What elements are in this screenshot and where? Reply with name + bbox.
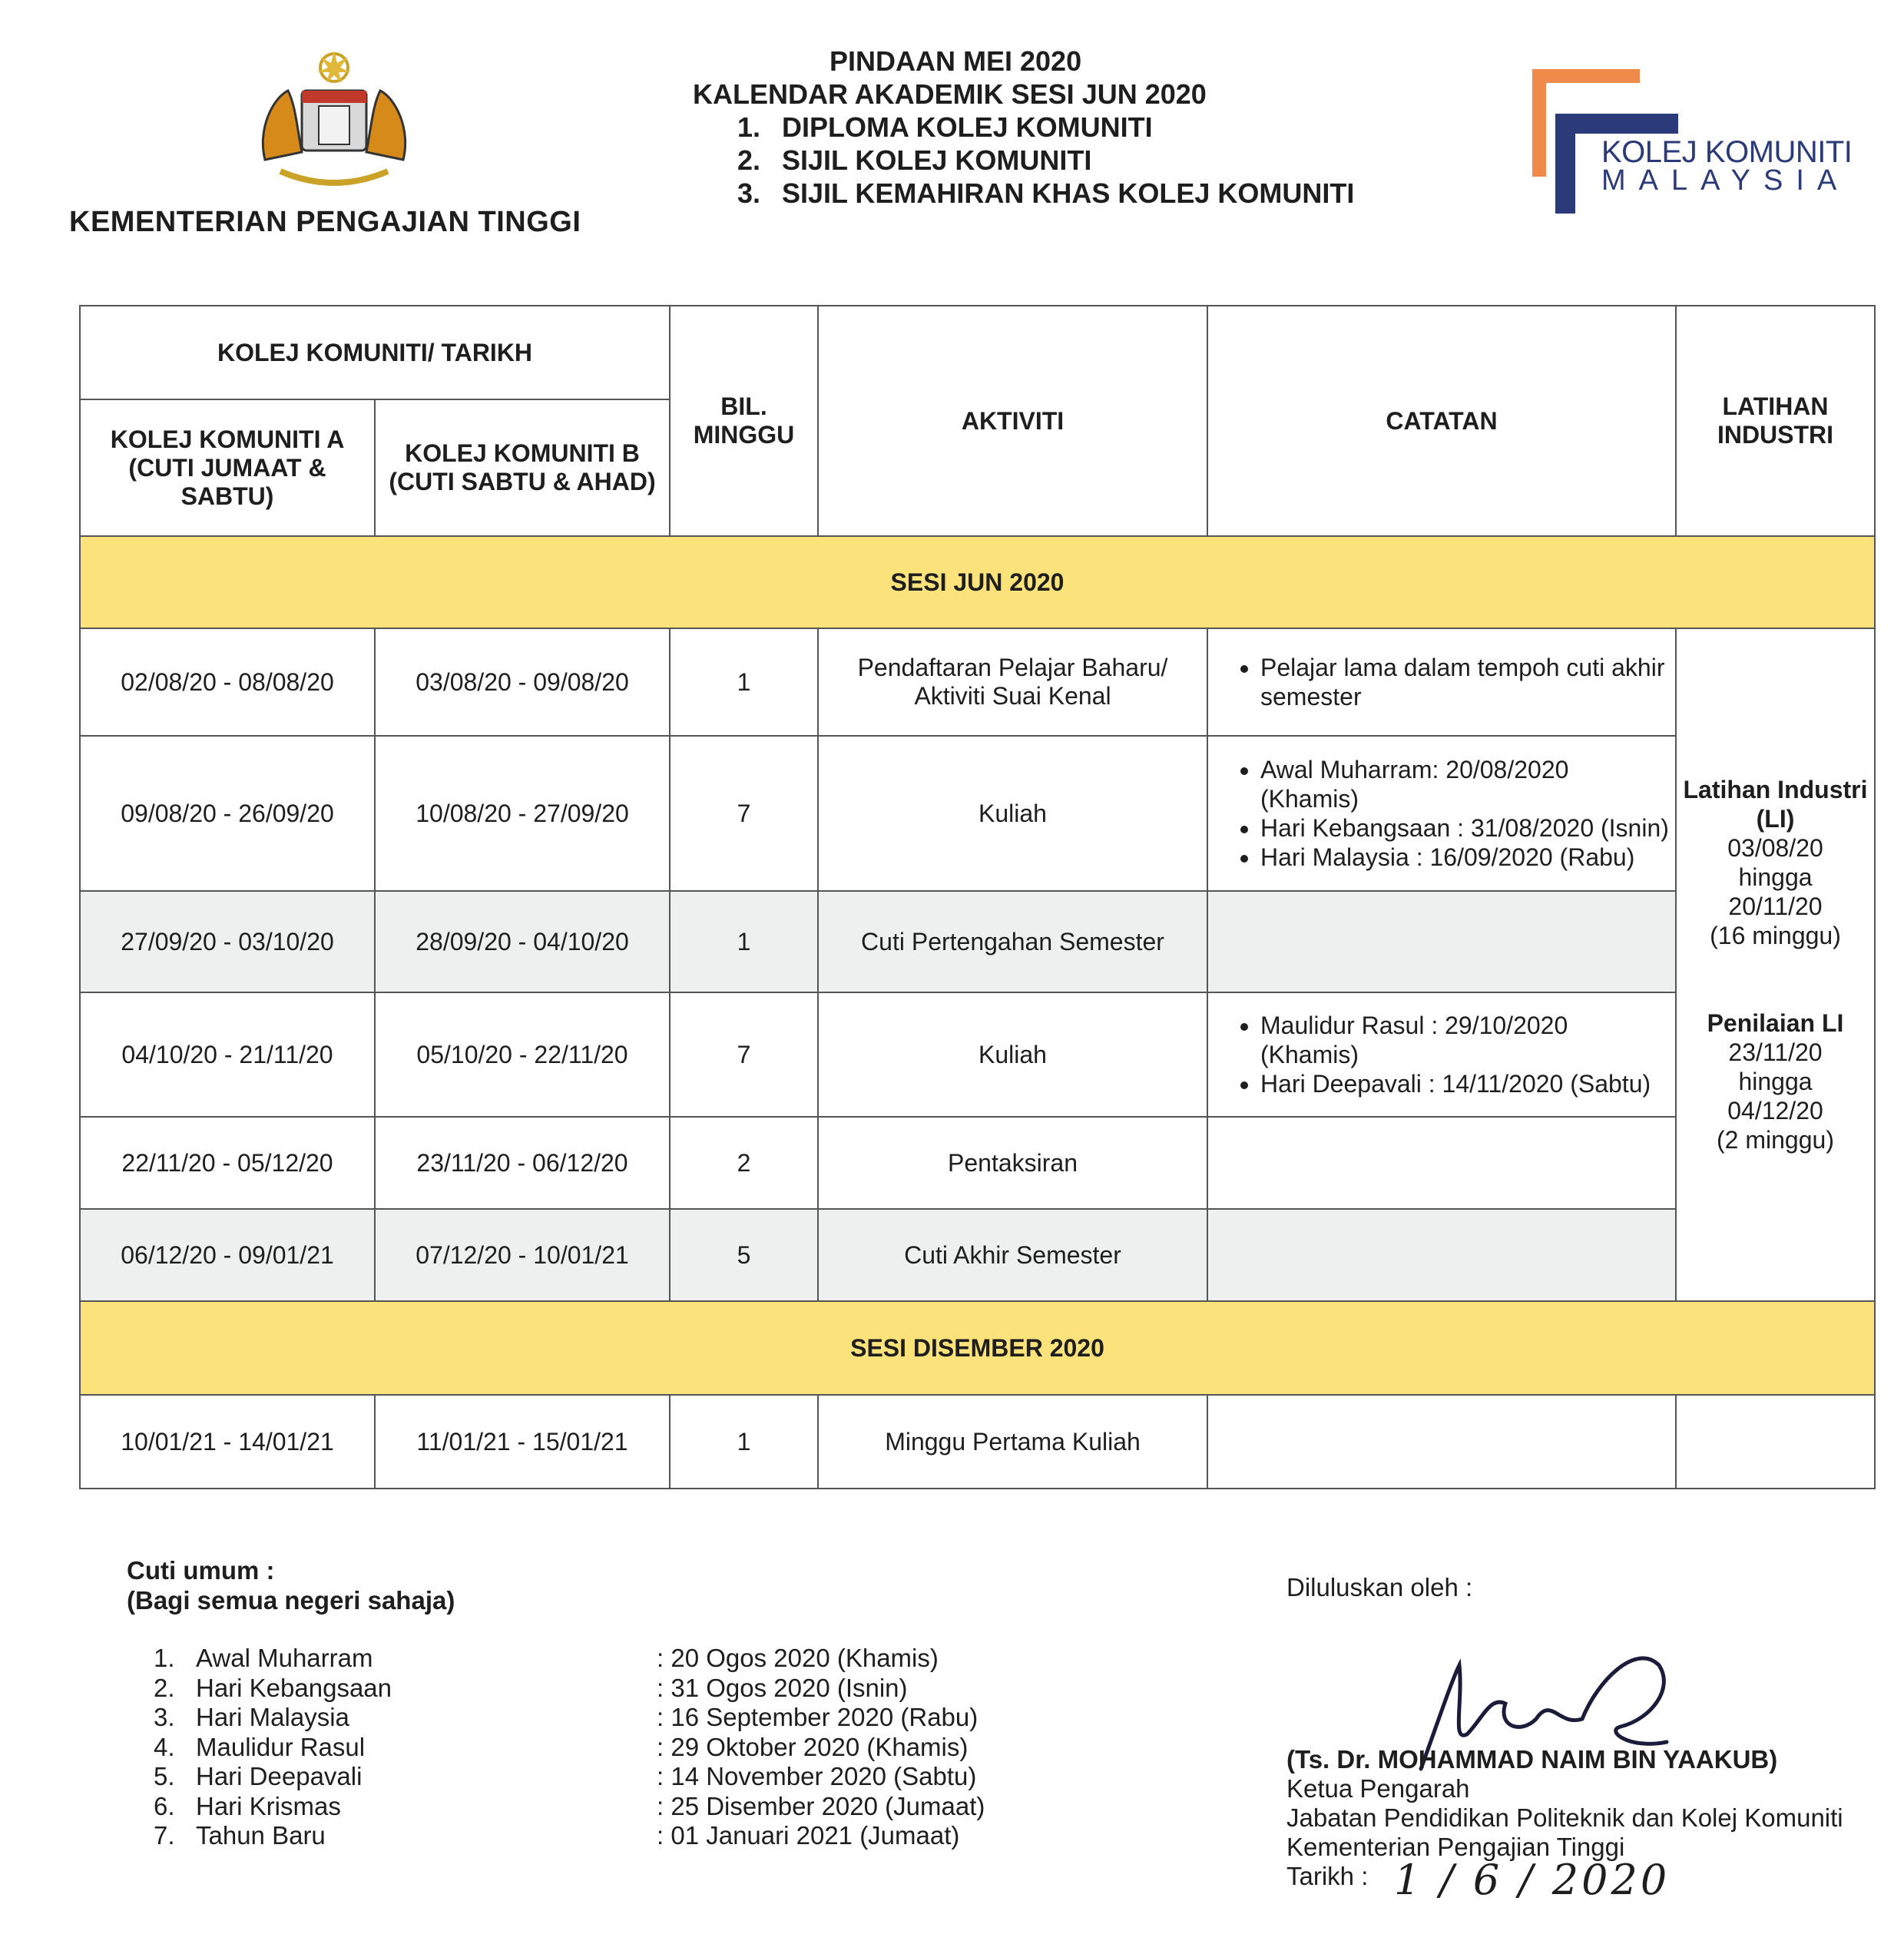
signatory-position: Ketua Pengarah <box>1286 1774 1470 1803</box>
header-kolej-a: KOLEJ KOMUNITI A (CUTI JUMAAT & SABTU) <box>80 399 375 536</box>
li-end: 20/11/20 <box>1728 893 1823 920</box>
date-kolej-b: 28/09/20 - 04/10/20 <box>375 891 670 992</box>
latihan-industri-cell <box>1676 1395 1875 1489</box>
date-kolej-a: 06/12/20 - 09/01/21 <box>80 1209 375 1301</box>
week-count: 1 <box>670 1395 818 1489</box>
week-count: 1 <box>670 628 818 736</box>
date-kolej-b: 05/10/20 - 22/11/20 <box>375 992 670 1117</box>
week-count: 7 <box>670 736 818 891</box>
sesi-jun-banner: SESI JUN 2020 <box>80 536 1875 628</box>
ministry-name: KEMENTERIAN PENGAJIAN TINGGI <box>69 206 581 238</box>
penilaian-duration: (2 minggu) <box>1717 1126 1834 1154</box>
date-label: Tarikh : <box>1286 1862 1369 1890</box>
li-hingga: hingga <box>1738 863 1813 891</box>
date-kolej-a: 02/08/20 - 08/08/20 <box>80 628 375 736</box>
notes <box>1207 736 1676 891</box>
programme-name: SIJIL KOLEJ KOMUNITI <box>782 144 1092 176</box>
header-latihan-industri: LATIHAN INDUSTRI <box>1676 306 1875 536</box>
latihan-industri-cell <box>1676 628 1875 1301</box>
notes <box>1207 992 1676 1117</box>
week-count: 5 <box>670 1209 818 1301</box>
handwritten-date: 1 / 6 / 2020 <box>1394 1856 1671 1904</box>
notes <box>1207 1395 1676 1489</box>
note-item: • Maulidur Rasul : 29/10/2020 (Khamis) <box>1260 1011 1669 1069</box>
date-kolej-b: 11/01/21 - 15/01/21 <box>375 1395 670 1489</box>
holiday-name: Maulidur Rasul <box>196 1732 366 1761</box>
table-row <box>80 736 1875 891</box>
holiday-date: : 14 November 2020 (Sabtu) <box>657 1762 977 1790</box>
signatory-department: Jabatan Pendidikan Politeknik dan Kolej Komuniti <box>1286 1803 1843 1832</box>
holiday-date: : 25 Disember 2020 (Jumaat) <box>657 1791 985 1820</box>
activity: Kuliah <box>818 992 1207 1117</box>
programme-name: SIJIL KEMAHIRAN KHAS KOLEJ KOMUNITI <box>782 177 1355 209</box>
li-duration: (16 minggu) <box>1710 922 1841 949</box>
holiday-name: Hari Krismas <box>196 1791 341 1820</box>
holiday-name: Hari Malaysia <box>196 1703 349 1731</box>
notes <box>1207 891 1676 992</box>
week-count: 1 <box>670 891 818 992</box>
holiday-date: : 20 Ogos 2020 (Khamis) <box>657 1644 939 1672</box>
calendar-title: KALENDAR AKADEMIK SESI JUN 2020 <box>693 78 1207 110</box>
list-item <box>154 1762 392 1792</box>
holiday-number: 3. <box>154 1703 175 1731</box>
approved-by-label: Diluluskan oleh : <box>1286 1573 1473 1601</box>
holiday-date: : 31 Ogos 2020 (Isnin) <box>657 1673 908 1702</box>
notes <box>1207 1209 1676 1301</box>
sesi-disember-banner: SESI DISEMBER 2020 <box>80 1301 1875 1395</box>
holiday-number: 4. <box>154 1732 175 1761</box>
notes <box>1207 628 1676 736</box>
week-count: 2 <box>670 1117 818 1209</box>
note-item: • Hari Deepavali : 14/11/2020 (Sabtu) <box>1260 1069 1669 1098</box>
header-kolej-tarikh: KOLEJ KOMUNITI/ TARIKH <box>80 306 670 399</box>
activity: Pendaftaran Pelajar Baharu/ Aktiviti Suai Kenal <box>818 628 1207 736</box>
note-item: • Hari Malaysia : 16/09/2020 (Rabu) <box>1260 843 1669 872</box>
holiday-number: 5. <box>154 1762 175 1790</box>
document-title <box>676 45 1444 210</box>
holiday-number: 1. <box>154 1644 175 1672</box>
table-row <box>80 891 1875 992</box>
penilaian-title: Penilaian LI <box>1707 1009 1844 1037</box>
malaysia-coat-of-arms-icon <box>242 45 426 198</box>
list-item <box>154 1733 392 1763</box>
holiday-number: 2. <box>154 1673 175 1702</box>
header-aktiviti: AKTIVITI <box>818 306 1207 536</box>
activity: Cuti Pertengahan Semester <box>818 891 1207 992</box>
date-kolej-a: 22/11/20 - 05/12/20 <box>80 1117 375 1209</box>
holiday-name: Awal Muharram <box>196 1644 373 1672</box>
activity: Cuti Akhir Semester <box>818 1209 1207 1301</box>
holiday-number: 7. <box>154 1821 175 1850</box>
date-kolej-b: 10/08/20 - 27/09/20 <box>375 736 670 891</box>
date-kolej-a: 04/10/20 - 21/11/20 <box>80 992 375 1117</box>
activity: Minggu Pertama Kuliah <box>818 1395 1207 1489</box>
holiday-date-list <box>657 1644 985 1851</box>
li-start: 03/08/20 <box>1727 834 1823 862</box>
signatory-ministry: Kementerian Pengajian Tinggi <box>1286 1833 1625 1861</box>
header-catatan: CATATAN <box>1207 306 1676 536</box>
header-bil-minggu: BIL. MINGGU <box>670 306 818 536</box>
academic-calendar-table <box>79 305 1876 1489</box>
note-item: • Pelajar lama dalam tempoh cuti akhir semester <box>1260 653 1669 711</box>
table-row <box>80 1209 1875 1301</box>
table-row <box>80 628 1875 736</box>
date-kolej-b: 07/12/20 - 10/01/21 <box>375 1209 670 1301</box>
date-kolej-a: 10/01/21 - 14/01/21 <box>80 1395 375 1489</box>
holiday-number: 6. <box>154 1791 175 1820</box>
note-item: • Awal Muharram: 20/08/2020 (Khamis) <box>1260 755 1669 813</box>
table-row <box>80 992 1875 1117</box>
holiday-date: : 29 Oktober 2020 (Khamis) <box>657 1732 969 1761</box>
logo-text-line2: MALAYSIA <box>1601 164 1850 197</box>
notes <box>1207 1117 1676 1209</box>
programme-number: 2. <box>737 144 761 176</box>
date-kolej-a: 09/08/20 - 26/09/20 <box>80 736 375 891</box>
date-kolej-b: 23/11/20 - 06/12/20 <box>375 1117 670 1209</box>
table-row <box>80 1395 1875 1489</box>
holiday-name: Hari Deepavali <box>196 1762 363 1790</box>
programme-number: 1. <box>737 111 761 143</box>
holiday-title: Cuti umum : <box>127 1556 275 1585</box>
list-item <box>154 1674 392 1704</box>
table-row <box>80 1117 1875 1209</box>
list-item <box>154 1792 392 1822</box>
header-kolej-b: KOLEJ KOMUNITI B (CUTI SABTU & AHAD) <box>375 399 670 536</box>
holiday-name: Tahun Baru <box>196 1821 326 1850</box>
programme-number: 3. <box>737 177 761 209</box>
holiday-subtitle: (Bagi semua negeri sahaja) <box>127 1586 455 1615</box>
date-kolej-a: 27/09/20 - 03/10/20 <box>80 891 375 992</box>
activity: Kuliah <box>818 736 1207 891</box>
amendment-title: PINDAAN MEI 2020 <box>829 45 1082 77</box>
li-title: Latihan Industri (LI) <box>1683 776 1868 833</box>
holiday-name: Hari Kebangsaan <box>196 1673 392 1702</box>
list-item <box>154 1644 392 1674</box>
signatory-name: (Ts. Dr. MOHAMMAD NAIM BIN YAAKUB) <box>1286 1745 1778 1774</box>
holiday-date: : 16 September 2020 (Rabu) <box>657 1703 978 1731</box>
activity: Pentaksiran <box>818 1117 1207 1209</box>
logo-text-line1: KOLEJ KOMUNITI <box>1601 135 1853 169</box>
note-item: • Hari Kebangsaan : 31/08/2020 (Isnin) <box>1260 813 1669 843</box>
holiday-list <box>154 1644 392 1851</box>
penilaian-end: 04/12/20 <box>1727 1097 1823 1124</box>
week-count: 7 <box>670 992 818 1117</box>
programme-name: DIPLOMA KOLEJ KOMUNITI <box>782 111 1153 143</box>
penilaian-start: 23/11/20 <box>1728 1038 1823 1066</box>
list-item <box>154 1703 392 1733</box>
penilaian-hingga: hingga <box>1738 1068 1813 1095</box>
list-item <box>154 1821 392 1851</box>
public-holiday-heading <box>127 1555 455 1615</box>
holiday-date: : 01 Januari 2021 (Jumaat) <box>657 1821 960 1850</box>
date-kolej-b: 03/08/20 - 09/08/20 <box>375 628 670 736</box>
